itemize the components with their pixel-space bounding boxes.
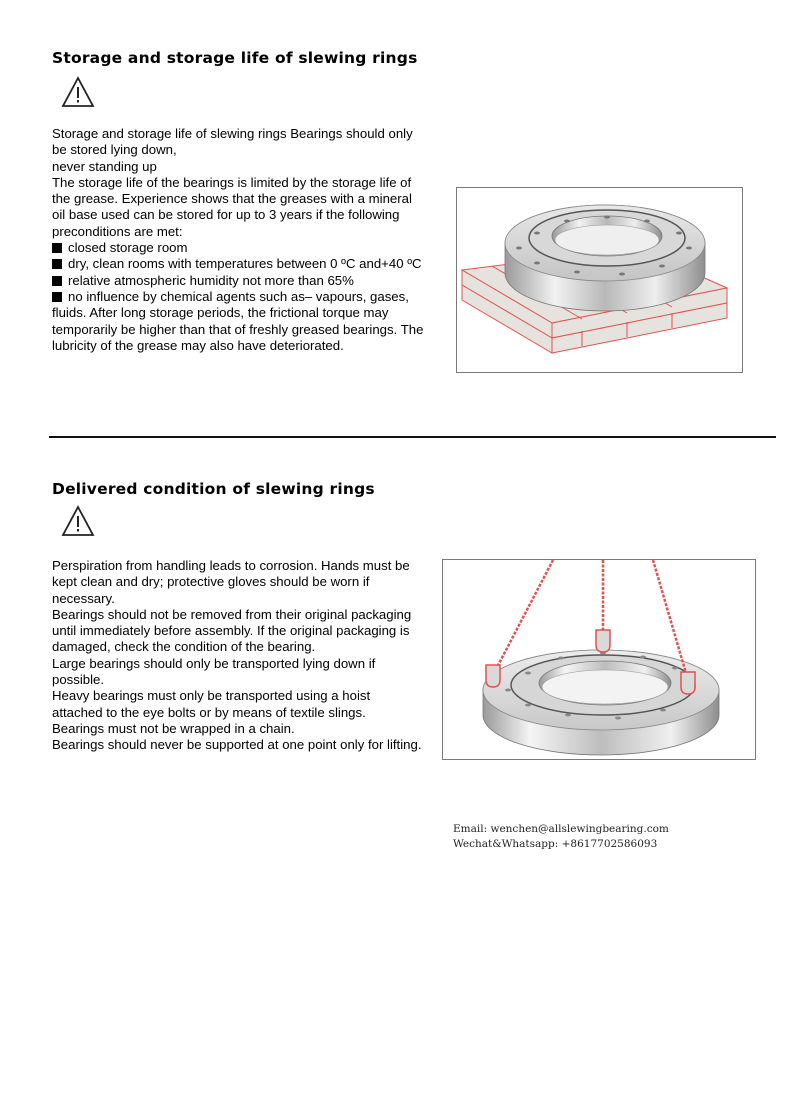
bullet-item: closed storage room: [52, 240, 424, 256]
contact-phone: Wechat&Whatsapp: +8617702586093: [453, 838, 658, 850]
bullet-item: dry, clean rooms with temperatures between 0 ºC and+40 ºC: [52, 256, 424, 272]
warning-icon: [61, 505, 95, 537]
paragraph: Bearings should never be supported at one point only for lifting.: [52, 737, 422, 753]
paragraph: never standing up: [52, 158, 157, 174]
section-title-delivered: Delivered condition of slewing rings: [52, 480, 375, 498]
contact-block: [453, 822, 669, 852]
section-title-storage: Storage and storage life of slewing rings: [52, 49, 418, 67]
section-divider: [49, 436, 776, 438]
paragraph: Perspiration from handling leads to corrosion. Hands must be kept clean and dry; protective gloves should be worn if necessary.: [52, 558, 410, 606]
paragraph: Bearings must not be wrapped in a chain.: [52, 720, 295, 736]
storage-text: [52, 126, 424, 354]
paragraph: Bearings should not be removed from their original packaging until immediately before assembly. If the original packaging is damaged, check the condition of the bearing.: [52, 606, 412, 655]
bullet-item: relative atmospheric humidity not more than 65%: [52, 273, 424, 289]
bearing-hoist-illustration: [443, 560, 754, 758]
paragraph: Storage and storage life of slewing rings Bearings should only be stored lying down,: [52, 126, 413, 158]
bearing-hoist-figure: [442, 559, 756, 760]
delivered-text: [52, 558, 424, 754]
bearing-on-pallet-figure: [456, 187, 743, 373]
contact-email: Email: wenchen@allslewingbearing.com: [453, 823, 669, 835]
bearing-pallet-illustration: [457, 188, 741, 371]
warning-icon: [61, 76, 95, 108]
paragraph: Large bearings should only be transported lying down if possible.: [52, 655, 376, 688]
paragraph: The storage life of the bearings is limited by the storage life of the grease. Experience shows that the greases with a mineral oil base used can be stored for up to 3 years if the following preconditions are met:: [52, 174, 412, 239]
bullet-item: no influence by chemical agents such as– vapours, gases, fluids. After long storage periods, the frictional torque may temporarily be higher than that of freshly greased bearings. The lubricity of the grease may also have deteriorated.: [52, 288, 424, 353]
paragraph: Heavy bearings must only be transported using a hoist attached to the eye bolts or by means of textile slings.: [52, 688, 371, 720]
